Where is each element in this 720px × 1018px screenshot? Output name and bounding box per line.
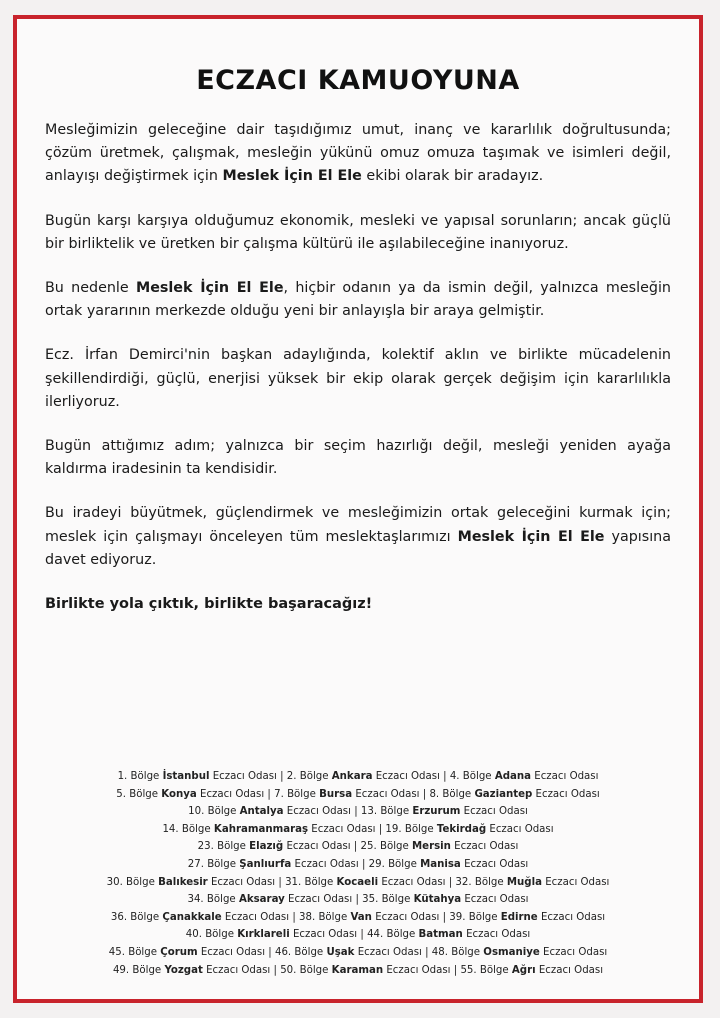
chamber-item: 14. Bölge Kahramanmaraş Eczacı Odası [162,823,376,835]
city-name: Mersin [412,841,451,853]
paragraph-text: Bugün karşı karşıya olduğumuz ekonomik, mesleki ve yapısal sorunların; ancak güçlü bir birliktelik ve üretken bir çalışma kültürü ile aşılabileceğine inanıyoruz. [45,212,671,252]
paragraph-text: ekibi olarak bir aradayız. [361,168,544,185]
chamber-item: 40. Bölge Kırklareli Eczacı Odası [185,929,358,941]
chamber-item: 46. Bölge Uşak Eczacı Odası [274,946,422,958]
chamber-row: 23. Bölge Elazığ Eczacı Odası | 25. Bölge Mersin Eczacı Odası [197,841,519,853]
paragraph [45,210,671,256]
city-name: Çorum [160,946,198,958]
chamber-item: 36. Bölge Çanakkale Eczacı Odası [110,911,290,923]
chamber-row: 30. Bölge Balıkesir Eczacı Odası | 31. Bölge Kocaeli Eczacı Odası | 32. Bölge Muğla Eczacı Odası [106,876,610,888]
paragraph-text: Ecz. İrfan Demirci'nin başkan adaylığında, kolektif aklın ve birlikte mücadelenin şekillendirdiği, güçlü, enerjisi yüksek bir ekip olarak gerçek değişim için kararlılıkla ilerliyoruz. [45,347,671,410]
chamber-item: 5. Bölge Konya Eczacı Odası [116,788,265,800]
chamber-item: 29. Bölge Manisa Eczacı Odası [368,858,529,870]
chamber-item: 23. Bölge Elazığ Eczacı Odası [197,841,351,853]
chamber-item: 2. Bölge Ankara Eczacı Odası [286,771,440,782]
city-name: Uşak [326,946,355,958]
chamber-row: 27. Bölge Şanlıurfa Eczacı Odası | 29. Bölge Manisa Eczacı Odası [187,858,529,870]
paragraph [45,502,671,572]
chamber-item: 7. Bölge Bursa Eczacı Odası [274,788,420,800]
chamber-row: 5. Bölge Konya Eczacı Odası | 7. Bölge Bursa Eczacı Odası | 8. Bölge Gaziantep Eczacı Odası [116,788,600,800]
chamber-item: 27. Bölge Şanlıurfa Eczacı Odası [187,858,359,870]
city-name: İstanbul [162,771,210,782]
city-name: Kütahya [413,894,462,906]
paragraph-text: Bu nedenle [45,280,136,297]
city-name: Osmaniye [483,946,540,958]
chamber-item: 55. Bölge Ağrı Eczacı Odası [460,964,604,976]
city-name: Van [350,911,372,923]
city-name: Batman [418,929,463,941]
chamber-row: 10. Bölge Antalya Eczacı Odası | 13. Bölge Erzurum Eczacı Odası [188,806,528,818]
paragraph [45,435,671,481]
chamber-item: 19. Bölge Tekirdağ Eczacı Odası [385,823,554,835]
chamber-list [17,768,699,979]
chamber-item: 34. Bölge Aksaray Eczacı Odası [187,894,353,906]
paragraph-list [45,119,671,572]
page-title: ECZACI KAMUOYUNA [196,65,520,96]
city-name: Erzurum [412,806,461,818]
chamber-item: 48. Bölge Osmaniye Eczacı Odası [431,946,608,958]
city-name: Bursa [319,788,353,800]
paragraph [45,277,671,323]
document-frame [13,15,703,1003]
chamber-item: 45. Bölge Çorum Eczacı Odası [108,946,266,958]
chamber-item: 38. Bölge Van Eczacı Odası [299,911,440,923]
paragraph [45,344,671,414]
city-name: Muğla [506,876,542,888]
city-name: Elazığ [249,841,284,853]
chamber-row: 49. Bölge Yozgat Eczacı Odası | 50. Bölge Karaman Eczacı Odası | 55. Bölge Ağrı Eczacı Odası [112,964,604,976]
paragraph-text: , hiçbir odanın ya da ismin değil, yalnızca mesleğin ortak yararının merkezde olduğu yeni bir anlayışla bir araya gelmiştir. [45,280,671,320]
chamber-item: 1. Bölge İstanbul Eczacı Odası [117,771,277,782]
city-name: Gaziantep [474,788,533,800]
chamber-item: 8. Bölge Gaziantep Eczacı Odası [429,788,600,800]
city-name: Karaman [331,964,384,976]
paragraph [45,119,671,189]
city-name: Konya [161,788,197,800]
chamber-item: 44. Bölge Batman Eczacı Odası [367,929,531,941]
paragraph-text: Bugün attığımız adım; yalnızca bir seçim hazırlığı değil, mesleği yeniden ayağa kaldırma iradesinin ta kendisidir. [45,438,671,478]
statement-body [45,119,671,616]
paragraph-text: yapısına davet ediyoruz. [45,528,672,568]
city-name: Antalya [239,806,284,818]
chamber-row: 1. Bölge İstanbul Eczacı Odası | 2. Bölge Ankara Eczacı Odası | 4. Bölge Adana Eczacı Odası [117,771,599,782]
chamber-item: 13. Bölge Erzurum Eczacı Odası [360,806,528,818]
paragraph-text: Bu iradeyi büyütmek, güçlendirmek ve mesleğimizin ortak geleceğini kurmak için; meslek için çalışmayı önceleyen tüm meslektaşlarımızı [45,505,671,545]
group-name: Meslek İçin El Ele [135,280,284,297]
chamber-row: 14. Bölge Kahramanmaraş Eczacı Odası | 19. Bölge Tekirdağ Eczacı Odası [162,823,554,835]
chamber-item: 30. Bölge Balıkesir Eczacı Odası [106,876,276,888]
city-name: Aksaray [238,894,285,906]
chamber-item: 49. Bölge Yozgat Eczacı Odası [112,964,271,976]
chamber-item: 31. Bölge Kocaeli Eczacı Odası [285,876,446,888]
city-name: Kahramanmaraş [213,823,309,835]
group-name: Meslek İçin El Ele [222,168,362,185]
city-name: Şanlıurfa [239,858,292,870]
city-name: Kırklareli [237,929,290,941]
group-name: Meslek İçin El Ele [457,528,605,545]
chamber-item: 32. Bölge Muğla Eczacı Odası [455,876,610,888]
city-name: Yozgat [164,964,203,976]
chamber-item: 39. Bölge Edirne Eczacı Odası [449,911,606,923]
city-name: Manisa [420,858,461,870]
city-name: Edirne [500,911,538,923]
chamber-row: 36. Bölge Çanakkale Eczacı Odası | 38. Bölge Van Eczacı Odası | 39. Bölge Edirne Eczacı Odası [110,911,606,923]
city-name: Çanakkale [162,911,222,923]
city-name: Ağrı [511,964,536,976]
chamber-item: 25. Bölge Mersin Eczacı Odası [360,841,519,853]
city-name: Ankara [331,771,373,782]
chamber-item: 10. Bölge Antalya Eczacı Odası [188,806,351,818]
chamber-item: 50. Bölge Karaman Eczacı Odası [280,964,451,976]
chamber-item: 4. Bölge Adana Eczacı Odası [449,771,599,782]
city-name: Balıkesir [158,876,208,888]
city-name: Kocaeli [336,876,379,888]
slogan: Birlikte yola çıktık, birlikte başaracağız! [45,596,373,613]
city-name: Tekirdağ [436,823,487,835]
chamber-item: 35. Bölge Kütahya Eczacı Odası [362,894,529,906]
chamber-row: 45. Bölge Çorum Eczacı Odası | 46. Bölge Uşak Eczacı Odası | 48. Bölge Osmaniye Eczacı Odası [108,946,608,958]
city-name: Adana [494,771,532,782]
chamber-row: 40. Bölge Kırklareli Eczacı Odası | 44. Bölge Batman Eczacı Odası [185,929,531,941]
chamber-row: 34. Bölge Aksaray Eczacı Odası | 35. Bölge Kütahya Eczacı Odası [187,894,529,906]
paragraph-text: Mesleğimizin geleceğine dair taşıdığımız umut, inanç ve kararlılık doğrultusunda; çözüm üretmek, çalışmak, mesleğin yükünü omuz omuza taşımak ve isimleri değil, anlayışı değiştirmek için [45,122,671,185]
